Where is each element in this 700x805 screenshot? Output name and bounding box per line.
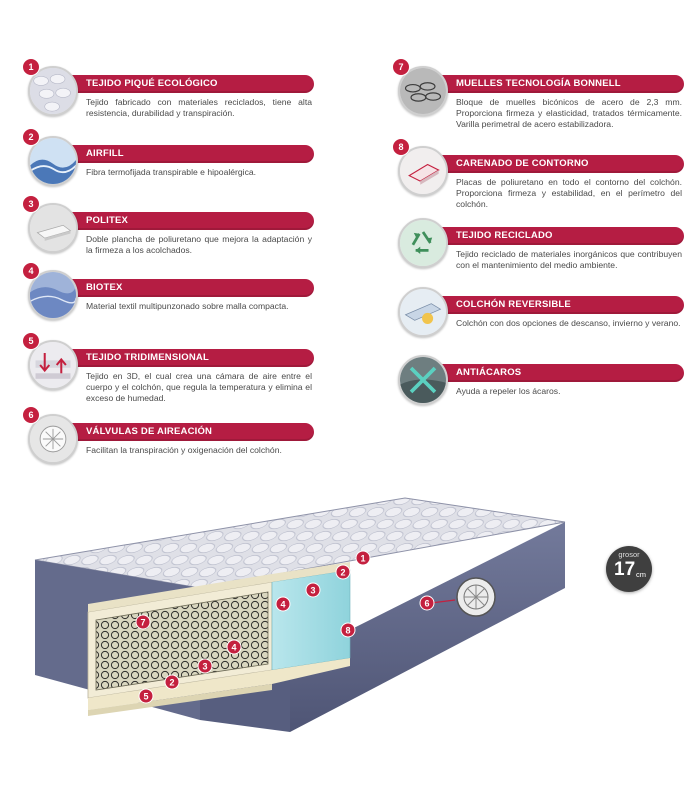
feature-number-badge: 8 [392, 138, 410, 156]
feature-description: Placas de poliuretano en todo el contorno del colchón. Proporciona firmeza y estabilidad, en el perímetro del colchón. [456, 177, 682, 209]
diagram-pin-3 [198, 659, 212, 673]
diagram-pin-1 [356, 551, 370, 565]
thickness-value: 17 [614, 559, 636, 580]
mattress-diagram [0, 470, 700, 800]
feature-title: AIRFILL [86, 148, 124, 159]
diagram-pin-label: 2 [340, 567, 346, 578]
diagram-pin-2 [336, 565, 350, 579]
diagram-pin-2 [165, 675, 179, 689]
thickness-label: grosor [618, 550, 640, 559]
feature-number-badge: 2 [22, 128, 40, 146]
feature-title: BIOTEX [86, 282, 123, 293]
feature-title: TEJIDO RECICLADO [456, 230, 553, 241]
feature-title: CARENADO DE CONTORNO [456, 158, 589, 169]
feature-number-badge: 4 [22, 262, 40, 280]
diagram-pin-label: 3 [202, 661, 208, 672]
diagram-pin-4 [227, 640, 241, 654]
diagram-pin-label: 5 [143, 691, 149, 702]
feature-description: Tejido reciclado de materiales inorgánicos que contribuyen con el mantenimiento del medio ambiente. [456, 249, 682, 270]
feature-description: Ayuda a repeler los ácaros. [456, 386, 561, 396]
feature-description: Tejido en 3D, el cual crea una cámara de aire entre el cuerpo y el colchón, que regula la temperatura y elimina el exceso de humedad. [86, 371, 312, 403]
feature-description: Material textil multipunzonado sobre malla compacta. [86, 301, 289, 311]
feature-number-badge: 1 [22, 58, 40, 76]
diagram-pin-8 [341, 623, 355, 637]
diagram-pin-label: 3 [310, 585, 316, 596]
feature-number-badge: 6 [22, 406, 40, 424]
diagram-pin-6 [420, 596, 434, 610]
feature-title: POLITEX [86, 215, 129, 226]
feature-number-badge: 5 [22, 332, 40, 350]
diagram-pin-5 [139, 689, 153, 703]
diagram-pin-label: 4 [280, 599, 286, 610]
feature-number-badge: 3 [22, 195, 40, 213]
feature-title: MUELLES TECNOLOGÍA BONNELL [456, 78, 621, 89]
reversible-icon [398, 287, 448, 337]
feature-title: ANTIÁCAROS [456, 367, 522, 378]
recycle-icon [398, 218, 448, 268]
feature-description: Colchón con dos opciones de descanso, invierno y verano. [456, 318, 681, 328]
feature-description: Bloque de muelles bicónicos de acero de 2,3 mm. Proporciona firmeza y elasticidad, tratados térmicamente. Varilla perimetral de acero estabilizadora. [456, 97, 682, 129]
feature-description: Doble plancha de poliuretano que mejora la adaptación y la firmeza a los acolchados. [86, 234, 312, 255]
diagram-pin-label: 4 [231, 642, 237, 653]
diagram-pin-label: 8 [345, 625, 351, 636]
anti-mite-icon [398, 355, 448, 405]
feature-description: Fibra termofijada transpirable e hipoalérgica. [86, 167, 257, 177]
feature-title: TEJIDO TRIDIMENSIONAL [86, 352, 209, 363]
thickness-unit: cm [636, 570, 646, 579]
thickness-badge [606, 546, 652, 592]
feature-title: COLCHÓN REVERSIBLE [456, 299, 571, 310]
feature-number-badge: 7 [392, 58, 410, 76]
diagram-pin-4 [276, 597, 290, 611]
feature-description: Facilitan la transpiración y oxigenación del colchón. [86, 445, 282, 455]
feature-description: Tejido fabricado con materiales reciclados, tiene alta resistencia, durabilidad y transpiración. [86, 97, 312, 118]
diagram-pin-label: 1 [360, 553, 366, 564]
diagram-pin-7 [136, 615, 150, 629]
diagram-pin-label: 2 [169, 677, 175, 688]
diagram-pin-3 [306, 583, 320, 597]
feature-title: TEJIDO PIQUÉ ECOLÓGICO [86, 78, 218, 89]
feature-title: VÁLVULAS DE AIREACIÓN [86, 426, 213, 437]
diagram-pin-label: 6 [424, 598, 430, 609]
diagram-pin-label: 7 [140, 617, 146, 628]
